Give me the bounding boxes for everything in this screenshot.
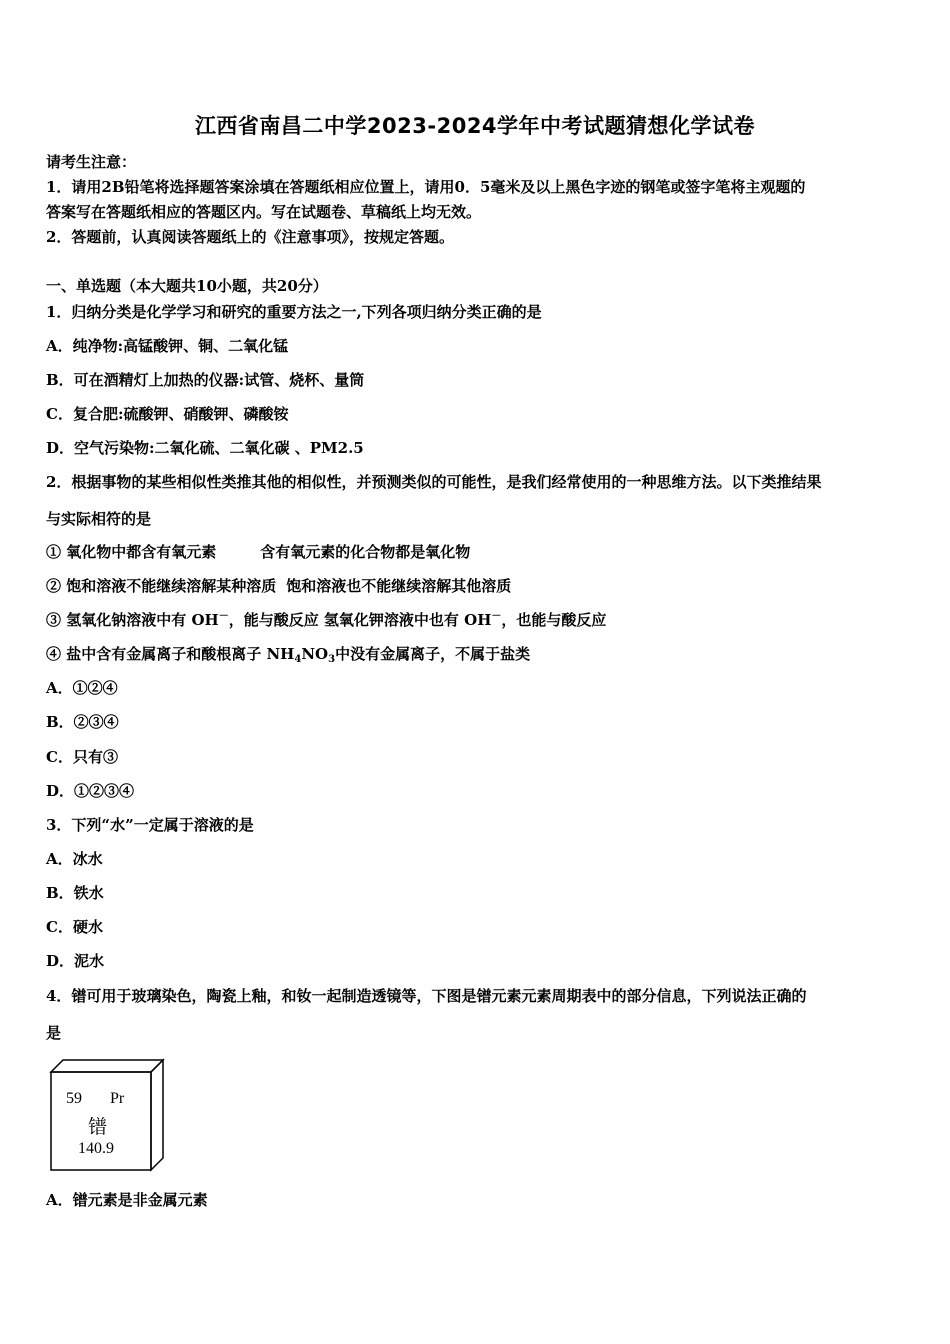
question-3-option-b: B．铁水 (46, 884, 104, 902)
question-2-option-c: C．只有③ (46, 748, 118, 766)
question-2-stem-line-1: 2．根据事物的某些相似性类推其他的相似性，并预测类似的可能性，是我们经常使用的一种思维方法。以下类推结果 (46, 473, 822, 491)
question-2-statement-1: ① 氧化物中都含有氧元素 含有氧元素的化合物都是氧化物 (46, 543, 471, 561)
element-symbol: Pr (110, 1090, 125, 1107)
question-3-option-d: D．泥水 (46, 952, 105, 970)
question-1-option-d: D．空气污染物:二氧化硫、二氧化碳 、PM2.5 (46, 439, 364, 457)
question-2-option-a: A．①②④ (46, 679, 118, 697)
question-2-statement-2: ② 饱和溶液不能继续溶解某种溶质 饱和溶液也不能继续溶解其他溶质 (46, 577, 512, 595)
question-4-option-a: A．镨元素是非金属元素 (46, 1191, 208, 1209)
section-heading: 一、单选题（本大题共10小题，共20分） (46, 277, 328, 295)
periodic-element-cube (48, 1058, 166, 1172)
notice-item-2: 2．答题前，认真阅读答题纸上的《注意事项》，按规定答题。 (46, 228, 454, 246)
element-name: 镨 (88, 1116, 108, 1138)
question-2-stem-line-2: 与实际相符的是 (46, 510, 152, 528)
question-2-statement-3: ③ 氢氧化钠溶液中有 OH－，能与酸反应 氢氧化钾溶液中也有 OH－，也能与酸反应 (46, 611, 607, 629)
notice-item-1-line-2: 答案写在答题纸相应的答题区内。写在试题卷、草稿纸上均无效。 (46, 203, 482, 221)
question-3-option-c: C．硬水 (46, 918, 103, 936)
question-2-option-d: D．①②③④ (46, 782, 135, 800)
page-title: 江西省南昌二中学2023-2024学年中考试题猜想化学试卷 (194, 114, 756, 138)
question-1-option-b: B．可在酒精灯上加热的仪器:试管、烧杯、量筒 (46, 371, 365, 389)
question-4-stem-line-2: 是 (46, 1024, 62, 1042)
atomic-number: 59 (66, 1090, 82, 1107)
question-1-option-c: C．复合肥:硫酸钾、硝酸钾、磷酸铵 (46, 405, 289, 423)
question-4-stem-line-1: 4．镨可用于玻璃染色，陶瓷上釉，和钕一起制造透镜等，下图是镨元素元素周期表中的部分信息，下列说法正确的 (46, 987, 807, 1005)
notice-item-1-line-1: 1．请用2B铅笔将选择题答案涂填在答题纸相应位置上，请用0．5毫米及以上黑色字迹的钢笔或签字笔将主观题的 (46, 178, 806, 196)
question-1-option-a: A．纯净物:高锰酸钾、铜、二氧化锰 (46, 337, 289, 355)
question-2-option-b: B．②③④ (46, 713, 119, 731)
question-2-statement-4: ④ 盐中含有金属离子和酸根离子 $NH_4NO_3$中没有金属离子，不属于盐类 (46, 645, 531, 665)
notice-heading: 请考生注意： (46, 153, 137, 171)
atomic-mass: 140.9 (78, 1140, 114, 1157)
question-3-stem: 3．下列“水”一定属于溶液的是 (46, 816, 254, 834)
question-1-stem: 1．归纳分类是化学学习和研究的重要方法之一,下列各项归纳分类正确的是 (46, 303, 542, 321)
question-3-option-a: A．冰水 (46, 850, 103, 868)
